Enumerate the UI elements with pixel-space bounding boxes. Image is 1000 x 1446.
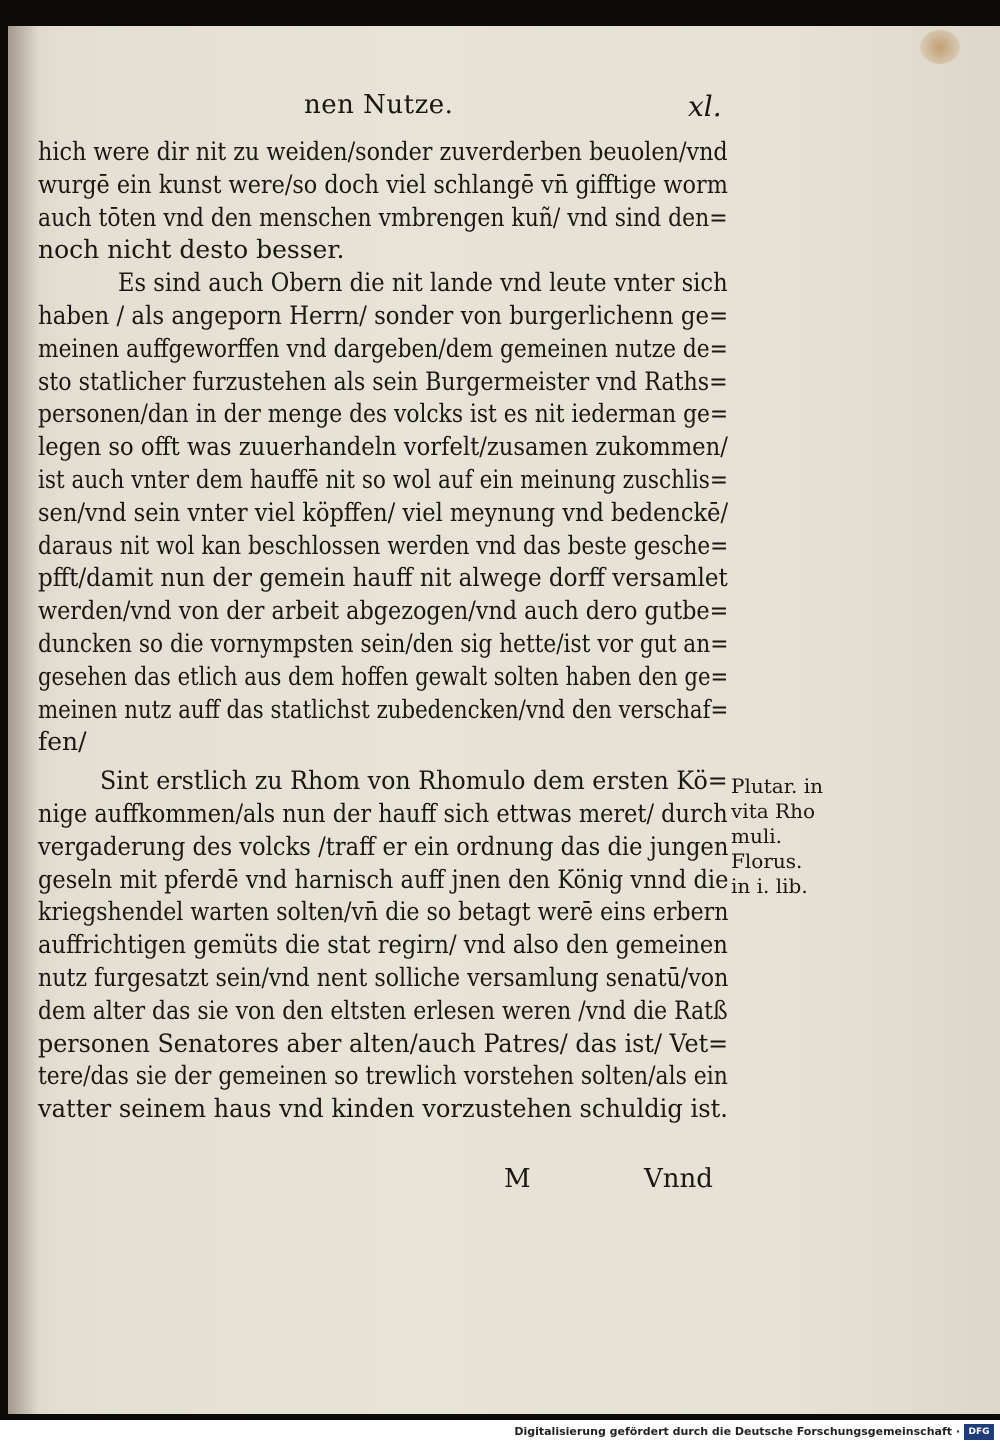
text-line: legen so offt was zuuerhandeln vorfelt/zusamen zukommen/ — [38, 432, 728, 462]
text-line: personen/dan in der menge des volcks ist es nit iederman ge= — [38, 399, 729, 429]
margin-note-line: muli. — [731, 824, 782, 848]
text-line: hich were dir nit zu weiden/sonder zuverderben beuolen/vnd — [38, 137, 728, 166]
text-line: Es sind auch Obern die nit lande vnd leute vnter sich — [118, 268, 728, 298]
text-line: meinen nutz auff das statlichst zubedencken/vnd den verschaf= — [38, 694, 729, 724]
text-line: vatter seinem haus vnd kinden vorzustehen schuldig ist. — [38, 1094, 728, 1124]
digitization-footer — [0, 1420, 1000, 1446]
text-line: fen/ — [38, 727, 87, 757]
text-line: Sint erstlich zu Rhom von Rhomulo dem ersten Kö= — [100, 766, 728, 796]
page-stain — [920, 30, 960, 64]
text-line: wurgē ein kunst were/so doch viel schlangē vn̄ gifftige worm — [38, 169, 728, 199]
folio-number: xl. — [688, 90, 722, 123]
text-line: dem alter das sie von den eltsten erlesen weren /vnd die Ratß — [38, 995, 728, 1025]
gutter-shadow — [8, 26, 38, 1414]
text-line: auch tōten vnd den menschen vmbrengen kuñ/ vnd sind den= — [38, 202, 728, 232]
text-line: daraus nit wol kan beschlossen werden vnd das beste gesche= — [38, 530, 729, 560]
text-line: ist auch vnter dem hauffē nit so wol auf ein meinung zuschlis= — [38, 465, 728, 494]
book-page — [8, 26, 1000, 1414]
text-line: duncken so die vornympsten sein/den sig hette/ist vor gut an= — [38, 629, 729, 658]
margin-note-line: Florus. — [731, 849, 803, 873]
dfg-logo: DFG — [964, 1424, 994, 1440]
funding-credit: Digitalisierung gefördert durch die Deutsche Forschungsgemeinschaft · — [514, 1425, 960, 1438]
text-line: pfft/damit nun der gemein hauff nit alwege dorff versamlet — [38, 563, 728, 593]
text-line: personen Senatores aber alten/auch Patres/ das ist/ Vet= — [38, 1028, 729, 1058]
signature-mark: M — [504, 1164, 531, 1194]
text-line: sen/vnd sein vnter viel köpffen/ viel meynung vnd bedenckē/ — [38, 497, 729, 527]
margin-note-line: in i. lib. — [731, 874, 808, 898]
text-line: noch nicht desto besser. — [38, 235, 345, 265]
text-line: vergaderung des volcks /traff er ein ordnung das die jungen — [38, 831, 729, 861]
text-line: kriegshendel warten solten/vn̄ die so betagt werē eins erbern — [38, 897, 729, 927]
text-line: meinen auffgeworffen vnd dargeben/dem gemeinen nutze de= — [38, 333, 728, 363]
text-line: gesehen das etlich aus dem hoffen gewalt solten haben den ge= — [38, 661, 729, 691]
text-line: haben / als angeporn Herrn/ sonder von burgerlichenn ge= — [38, 301, 729, 330]
margin-note-line: Plutar. in — [731, 774, 824, 798]
text-line: auffrichtigen gemüts die stat regirn/ vnd also den gemeinen — [38, 930, 728, 960]
text-line: sto statlicher furzustehen als sein Burgermeister vnd Raths= — [38, 366, 728, 396]
margin-note-line: vita Rho — [731, 799, 815, 823]
catchword: Vnnd — [644, 1164, 713, 1194]
running-head: nen Nutze. — [304, 90, 454, 120]
text-line: nige auffkommen/als nun der hauff sich ettwas meret/ durch — [38, 799, 728, 828]
text-line: werden/vnd von der arbeit abgezogen/vnd auch dero gutbe= — [38, 596, 729, 626]
text-line: tere/das sie der gemeinen so trewlich vorstehen solten/als ein — [38, 1061, 728, 1091]
text-line: geseln mit pferdē vnd harnisch auff jnen den König vnnd die — [38, 864, 729, 894]
text-line: nutz furgesatzt sein/vnd nent solliche versamlung senatū/von — [38, 963, 729, 992]
